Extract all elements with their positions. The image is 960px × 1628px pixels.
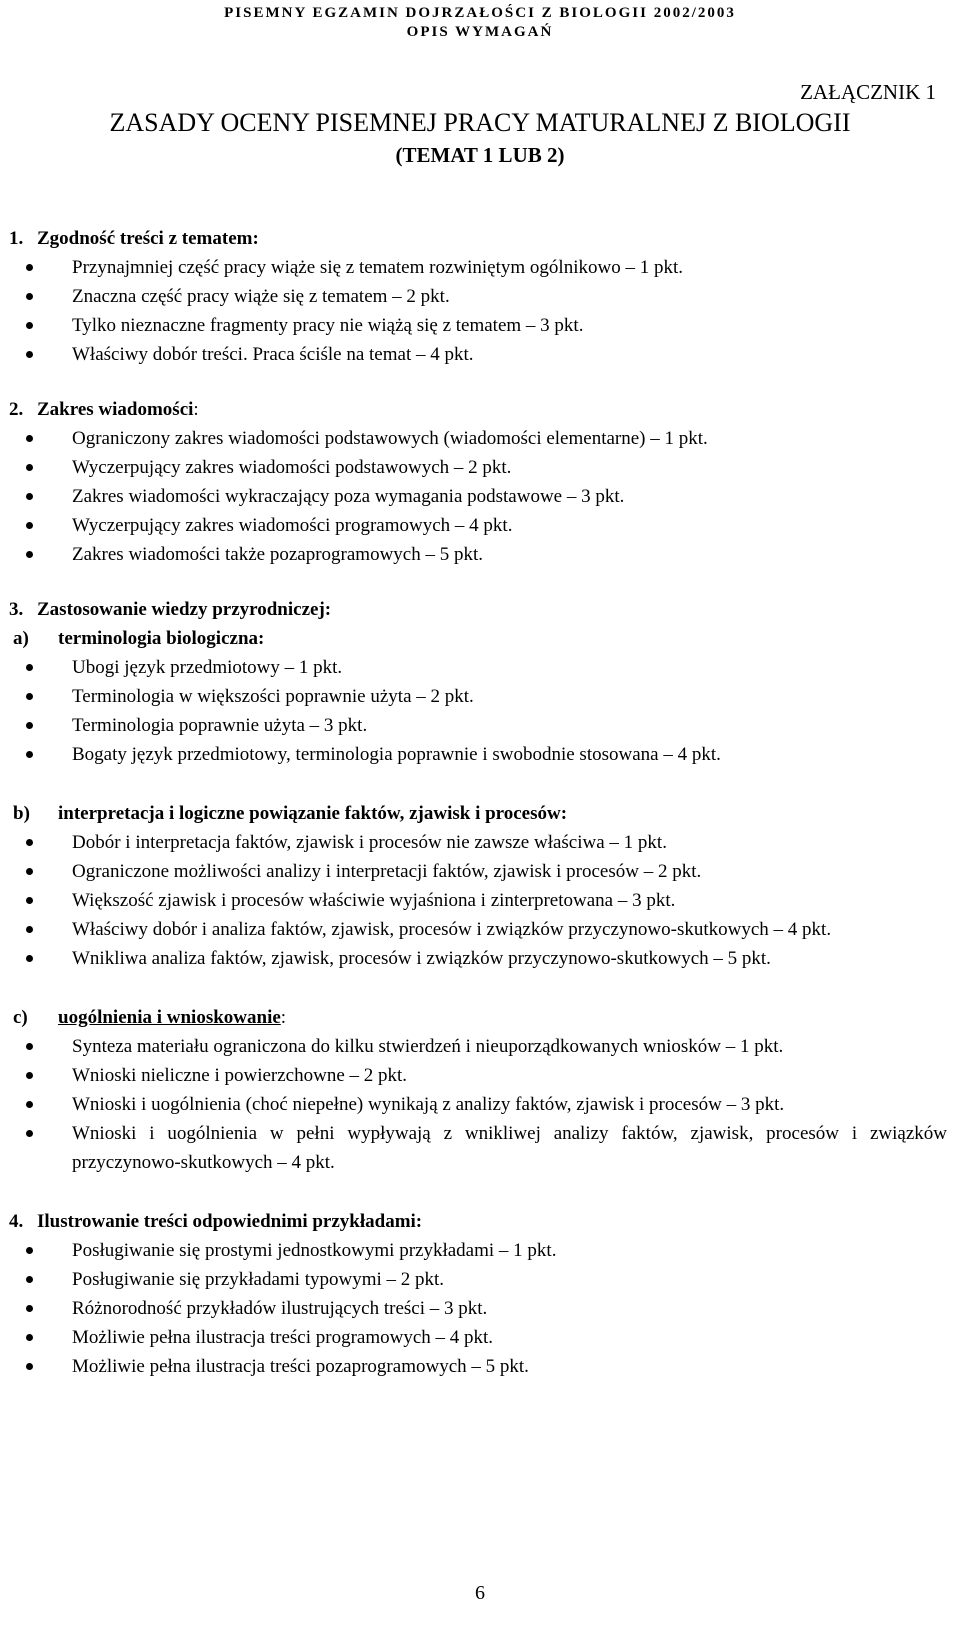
item-text: Terminologia poprawnie użyta – 3 pkt. (72, 715, 368, 736)
item-text: Wnikliwa analiza faktów, zjawisk, procesów i związków przyczynowo-skutkowych – 5 pkt. (72, 948, 771, 969)
criteria-list (9, 253, 947, 369)
list-item (9, 1032, 947, 1061)
section-number: 2. (9, 399, 24, 420)
bullet-icon (26, 464, 33, 471)
subsection-letter: a) (13, 628, 29, 649)
bullet-icon (26, 1305, 33, 1312)
subsection-heading-a (9, 624, 947, 653)
bullet-icon (26, 955, 33, 962)
bullet-icon (26, 1130, 33, 1137)
section-heading (9, 224, 947, 253)
bullet-icon (26, 1363, 33, 1370)
section-topic-relevance (9, 224, 947, 369)
list-item (9, 1323, 947, 1352)
list-item (9, 424, 947, 453)
bullet-icon (26, 868, 33, 875)
list-item (9, 711, 947, 740)
item-text: Możliwie pełna ilustracja treści pozaprogramowych – 5 pkt. (72, 1356, 529, 1377)
list-item (9, 1352, 947, 1381)
item-text: Bogaty język przedmiotowy, terminologia poprawnie i swobodnie stosowana – 4 pkt. (72, 744, 721, 765)
subsection-letter: c) (13, 1007, 28, 1028)
section-title: Zgodność treści z tematem: (37, 228, 259, 249)
bullet-icon (26, 522, 33, 529)
list-item (9, 915, 947, 944)
criteria-content (9, 224, 947, 1381)
list-item (9, 1236, 947, 1265)
list-item (9, 740, 947, 769)
list-item (9, 1090, 947, 1119)
section-knowledge-scope (9, 395, 947, 569)
item-text: Ograniczony zakres wiadomości podstawowych (wiadomości elementarne) – 1 pkt. (72, 428, 708, 449)
item-text: Zakres wiadomości także pozaprogramowych – 5 pkt. (72, 544, 484, 565)
item-text: Wnioski nieliczne i powierzchowne – 2 pkt. (72, 1065, 408, 1086)
list-item (9, 1119, 947, 1177)
section-heading (9, 1207, 947, 1236)
item-text: Terminologia w większości poprawnie użyta – 2 pkt. (72, 686, 474, 707)
section-examples (9, 1207, 947, 1381)
criteria-list (9, 653, 947, 769)
list-item (9, 511, 947, 540)
item-text: Właściwy dobór treści. Praca ściśle na temat – 4 pkt. (72, 344, 474, 365)
list-item (9, 482, 947, 511)
heading-colon: : (193, 399, 199, 420)
bullet-icon (26, 664, 33, 671)
section-number: 4. (9, 1211, 24, 1232)
list-item (9, 311, 947, 340)
bullet-icon (26, 693, 33, 700)
list-item (9, 682, 947, 711)
criteria-list (9, 424, 947, 569)
list-item (9, 453, 947, 482)
item-text: Zakres wiadomości wykraczający poza wymagania podstawowe – 3 pkt. (72, 486, 625, 507)
bullet-icon (26, 751, 33, 758)
subsection-title: uogólnienia i wnioskowanie (58, 1007, 281, 1028)
item-text: Posługiwanie się przykładami typowymi – 2 pkt. (72, 1269, 445, 1290)
section-title: Zastosowanie wiedzy przyrodniczej: (37, 599, 332, 620)
subsection-letter: b) (13, 803, 30, 824)
subsection-heading-b (9, 799, 947, 828)
item-text: Możliwie pełna ilustracja treści programowych – 4 pkt. (72, 1327, 494, 1348)
criteria-list (9, 1236, 947, 1381)
list-item (9, 944, 947, 973)
item-text: Ubogi język przedmiotowy – 1 pkt. (72, 657, 343, 678)
subsection-heading-c (9, 1003, 947, 1032)
page-number: 6 (475, 1582, 485, 1604)
document-subtitle: (TEMAT 1 LUB 2) (395, 143, 565, 167)
bullet-icon (26, 551, 33, 558)
list-item (9, 886, 947, 915)
item-text: Dobór i interpretacja faktów, zjawisk i procesów nie zawsze właściwa – 1 pkt. (72, 832, 667, 853)
item-text: Wnioski i uogólnienia (choć niepełne) wynikają z analizy faktów, zjawisk i procesów – 3 pkt. (72, 1094, 785, 1115)
item-text: Ograniczone możliwości analizy i interpretacji faktów, zjawisk i procesów – 2 pkt. (72, 861, 702, 882)
header-exam-title: PISEMNY EGZAMIN DOJRZAŁOŚCI Z BIOLOGII 2002/2003 (224, 5, 736, 21)
item-text: Wnioski i uogólnienia w pełni wypływają z wnikliwej analizy faktów, zjawisk, procesów i związków przyczynowo-skutkowych – 4 pkt. (72, 1123, 947, 1173)
section-title: Zakres wiadomości (37, 399, 194, 420)
list-item (9, 282, 947, 311)
bullet-icon (26, 493, 33, 500)
item-text: Posługiwanie się prostymi jednostkowymi przykładami – 1 pkt. (72, 1240, 557, 1261)
section-number: 3. (9, 599, 24, 620)
bullet-icon (26, 897, 33, 904)
item-text: Przynajmniej część pracy wiąże się z tematem rozwiniętym ogólnikowo – 1 pkt. (72, 257, 683, 278)
criteria-list (9, 828, 947, 973)
section-title: Ilustrowanie treści odpowiednimi przykładami: (37, 1211, 423, 1232)
item-text: Większość zjawisk i procesów właściwie wyjaśniona i zinterpretowana – 3 pkt. (72, 890, 676, 911)
list-item (9, 653, 947, 682)
item-text: Tylko nieznaczne fragmenty pracy nie wiążą się z tematem – 3 pkt. (72, 315, 584, 336)
heading-colon: : (280, 1007, 287, 1028)
document-title: ZASADY OCENY PISEMNEJ PRACY MATURALNEJ Z BIOLOGII (109, 108, 851, 137)
item-text: Synteza materiału ograniczona do kilku stwierdzeń i nieuporządkowanych wniosków – 1 pkt. (72, 1036, 784, 1057)
list-item (9, 253, 947, 282)
page-header (0, 4, 960, 42)
bullet-icon (26, 264, 33, 271)
section-heading (9, 395, 947, 424)
bullet-icon (26, 322, 33, 329)
bullet-icon (26, 1043, 33, 1050)
item-text: Właściwy dobór i analiza faktów, zjawisk, procesów i związków przyczynowo-skutkowych – 4 pkt. (72, 919, 832, 940)
item-text: Różnorodność przykładów ilustrujących treści – 3 pkt. (72, 1298, 488, 1319)
bullet-icon (26, 1072, 33, 1079)
bullet-icon (26, 1101, 33, 1108)
bullet-icon (26, 435, 33, 442)
bullet-icon (26, 1334, 33, 1341)
section-applied-knowledge (9, 595, 947, 1177)
item-text: Wyczerpujący zakres wiadomości programowych – 4 pkt. (72, 515, 513, 536)
bullet-icon (26, 926, 33, 933)
criteria-list (9, 1032, 947, 1177)
section-heading (9, 595, 947, 624)
list-item (9, 540, 947, 569)
bullet-icon (26, 1276, 33, 1283)
list-item (9, 340, 947, 369)
item-text: Znaczna część pracy wiąże się z tematem – 2 pkt. (72, 286, 450, 307)
header-subtitle: OPIS WYMAGAŃ (406, 24, 554, 40)
list-item (9, 1061, 947, 1090)
list-item (9, 1265, 947, 1294)
bullet-icon (26, 1247, 33, 1254)
list-item (9, 857, 947, 886)
bullet-icon (26, 351, 33, 358)
bullet-icon (26, 722, 33, 729)
section-number: 1. (9, 228, 24, 249)
subsection-title: terminologia biologiczna: (58, 628, 265, 649)
list-item (9, 828, 947, 857)
item-text: Wyczerpujący zakres wiadomości podstawowych – 2 pkt. (72, 457, 512, 478)
bullet-icon (26, 839, 33, 846)
annex-label: ZAŁĄCZNIK 1 (800, 80, 936, 104)
subsection-title: interpretacja i logiczne powiązanie faktów, zjawisk i procesów: (58, 803, 568, 824)
list-item (9, 1294, 947, 1323)
bullet-icon (26, 293, 33, 300)
